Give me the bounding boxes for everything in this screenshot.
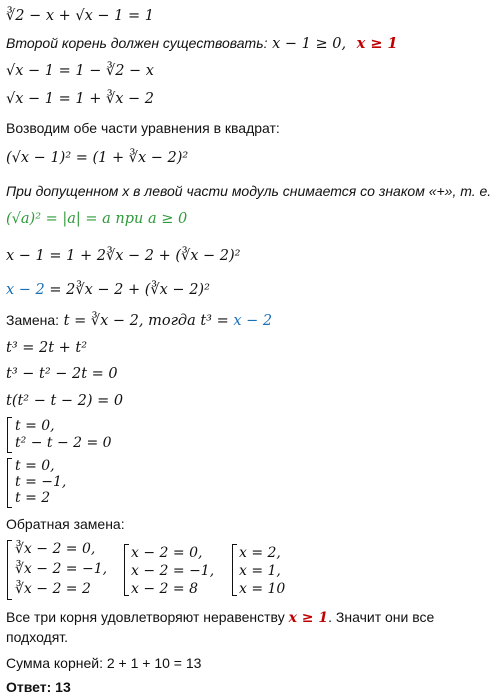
domain-condition [6,33,398,54]
system-bracket [7,417,12,453]
system2-line1: t = 0, [15,458,55,474]
system1-line2: t² − t − 2 = 0 [15,435,112,451]
conclusion-text-2: . Значит они все [328,609,435,625]
system2-line2: t = −1, [15,474,67,490]
condition-math: x − 1 ≥ 0, [272,36,347,52]
back-c-line1: x = 2, [239,545,281,561]
simplified-equation [6,280,210,300]
substitution-label: Замена: [6,312,60,328]
root-identity: (√a)² = |a| = a при a ≥ 0 [6,211,188,227]
cubic-equation: t³ = 2t + t² [6,340,88,356]
back-b-line2: x − 2 = −1, [131,563,215,579]
back-a-line1: ∛x − 2 = 0, [15,541,96,557]
back-b-line1: x − 2 = 0, [131,545,203,561]
conclusion-line2: подходят. [6,629,69,645]
conclusion-condition: x ≥ 1 [288,610,329,626]
back-a-line2: ∛x − 2 = −1, [15,561,108,577]
back-b-line3: x − 2 = 8 [131,581,198,597]
modulus-note: При допущенном x в левой части модуль снимается со знаком «+», т. е. [6,183,492,199]
condition-result: x ≥ 1 [356,35,398,52]
answer: Ответ: 13 [6,679,71,695]
system-bracket [7,540,12,600]
step-rewrite: √x − 1 = 1 + ∛x − 2 [6,91,154,107]
squared-equation: (√x − 1)² = (1 + ∛x − 2)² [6,150,189,166]
system-bracket [124,544,129,596]
sum-of-roots: Сумма корней: 2 + 1 + 10 = 13 [6,655,202,671]
condition-text: Второй корень должен существовать: [6,35,268,51]
simplified-rhs: = 2∛x − 2 + (∛x − 2)² [49,282,210,298]
back-c-line2: x = 1, [239,563,281,579]
back-c-line3: x = 10 [239,581,286,597]
step-isolate-root: √x − 1 = 1 − ∛2 − x [6,63,154,79]
cubic-rearranged: t³ − t² − 2t = 0 [6,366,118,382]
conclusion-text: Все три корня удовлетворяют неравенству [6,609,285,625]
expanded-equation: x − 1 = 1 + 2∛x − 2 + (∛x − 2)² [6,248,241,264]
simplified-lhs: x − 2 [6,282,45,298]
system1-line1: t = 0, [15,418,55,434]
square-both-sides-text: Возводим обе части уравнения в квадрат: [6,120,280,136]
main-equation: ∛2 − x + √x − 1 = 1 [6,8,154,24]
back-a-line3: ∛x − 2 = 2 [15,581,91,597]
back-substitution-label: Обратная замена: [6,516,125,532]
system-bracket [232,544,237,596]
cubic-factored: t(t² − t − 2) = 0 [6,393,124,409]
conclusion-line1 [6,607,434,628]
system2-line3: t = 2 [15,490,51,506]
substitution-rhs: x − 2 [233,313,273,329]
system-bracket [7,458,12,508]
substitution-line [6,310,272,331]
substitution-math: t = ∛x − 2, тогда t³ = [63,313,229,329]
